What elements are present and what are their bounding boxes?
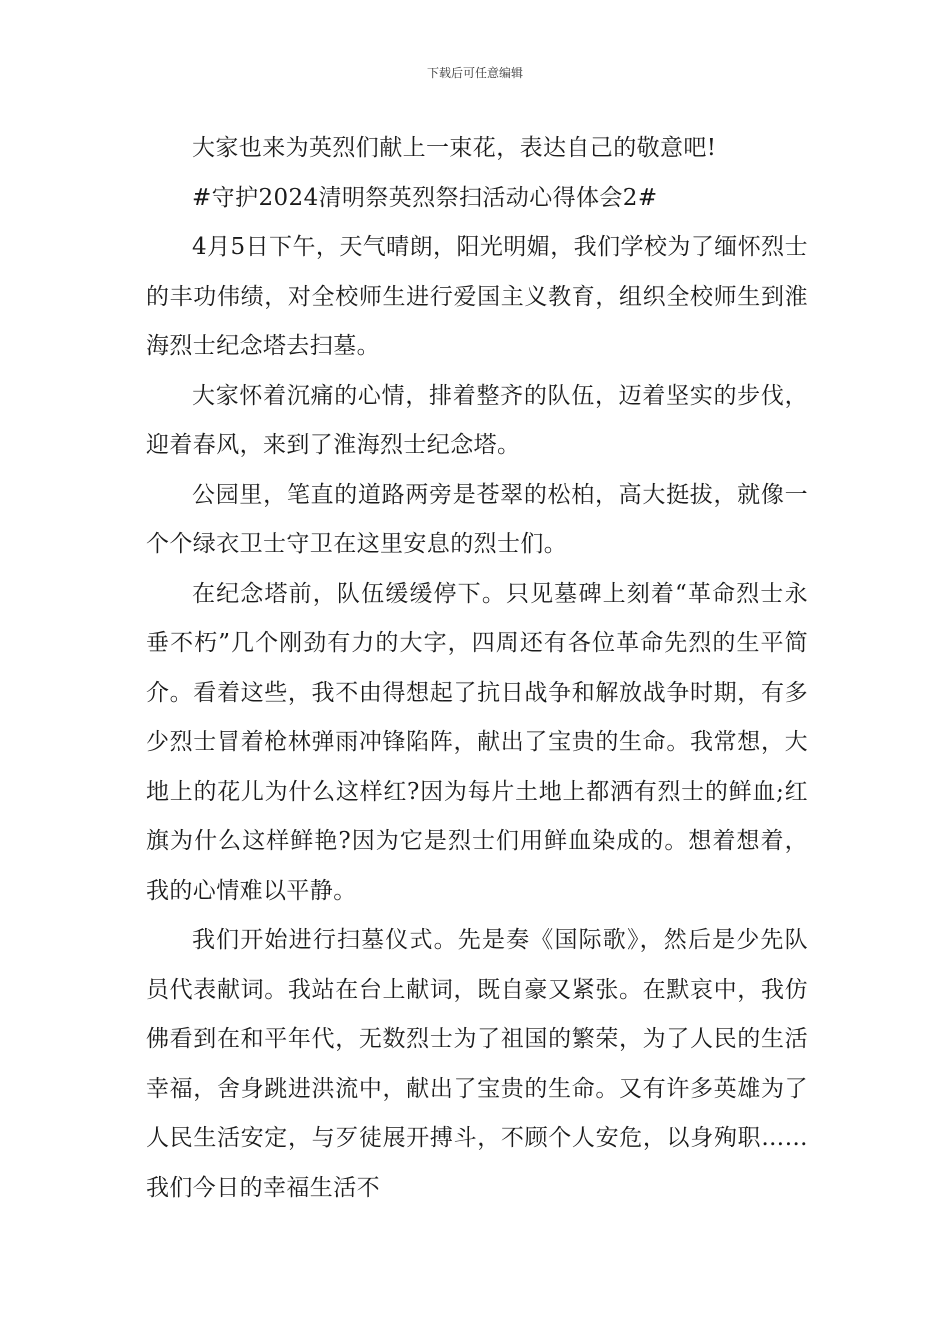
page-header: 下载后可任意编辑 [426,66,523,80]
paragraph: 我们开始进行扫墓仪式。先是奏《国际歌》，然后是少先队员代表献词。我站在台上献词，既自豪又紧张。在默哀中，我仿佛看到在和平年代，无数烈士为了祖国的繁荣，为了人民的生活幸福，舍身跳进洪流中，献出了宝贵的生命。又有许多英雄为了人民生活安定，与歹徒展开搏斗，不顾个人安危，以身殉职……我们今日的幸福生活不 [146,927,808,1201]
paragraph: 公园里，笔直的道路两旁是苍翠的松柏，高大挺拔，就像一个个绿衣卫士守卫在这里安息的烈士们。 [146,481,808,557]
document-body [146,124,808,1213]
paragraph: #守护2024清明祭英烈祭扫活动心得体会2# [192,184,658,211]
paragraph: 大家怀着沉痛的心情，排着整齐的队伍，迈着坚实的步伐，迎着春风，来到了淮海烈士纪念塔。 [146,382,808,458]
paragraph: 4月5日下午，天气晴朗，阳光明媚，我们学校为了缅怀烈士的丰功伟绩，对全校师生进行爱国主义教育，组织全校师生到淮海烈士纪念塔去扫墓。 [146,234,808,359]
paragraph: 在纪念塔前，队伍缓缓停下。只见墓碑上刻着“革命烈士永垂不朽”几个刚劲有力的大字，四周还有各位革命先烈的生平简介。看着这些，我不由得想起了抗日战争和解放战争时期，有多少烈士冒着枪林弹雨冲锋陷阵，献出了宝贵的生命。我常想，大地上的花儿为什么这样红?因为每片土地上都洒有烈士的鲜血;红旗为什么这样鲜艳?因为它是烈士们用鲜血染成的。想着想着，我的心情难以平静。 [146,580,808,904]
paragraph: 大家也来为英烈们献上一束花，表达自己的敬意吧! [192,135,717,161]
